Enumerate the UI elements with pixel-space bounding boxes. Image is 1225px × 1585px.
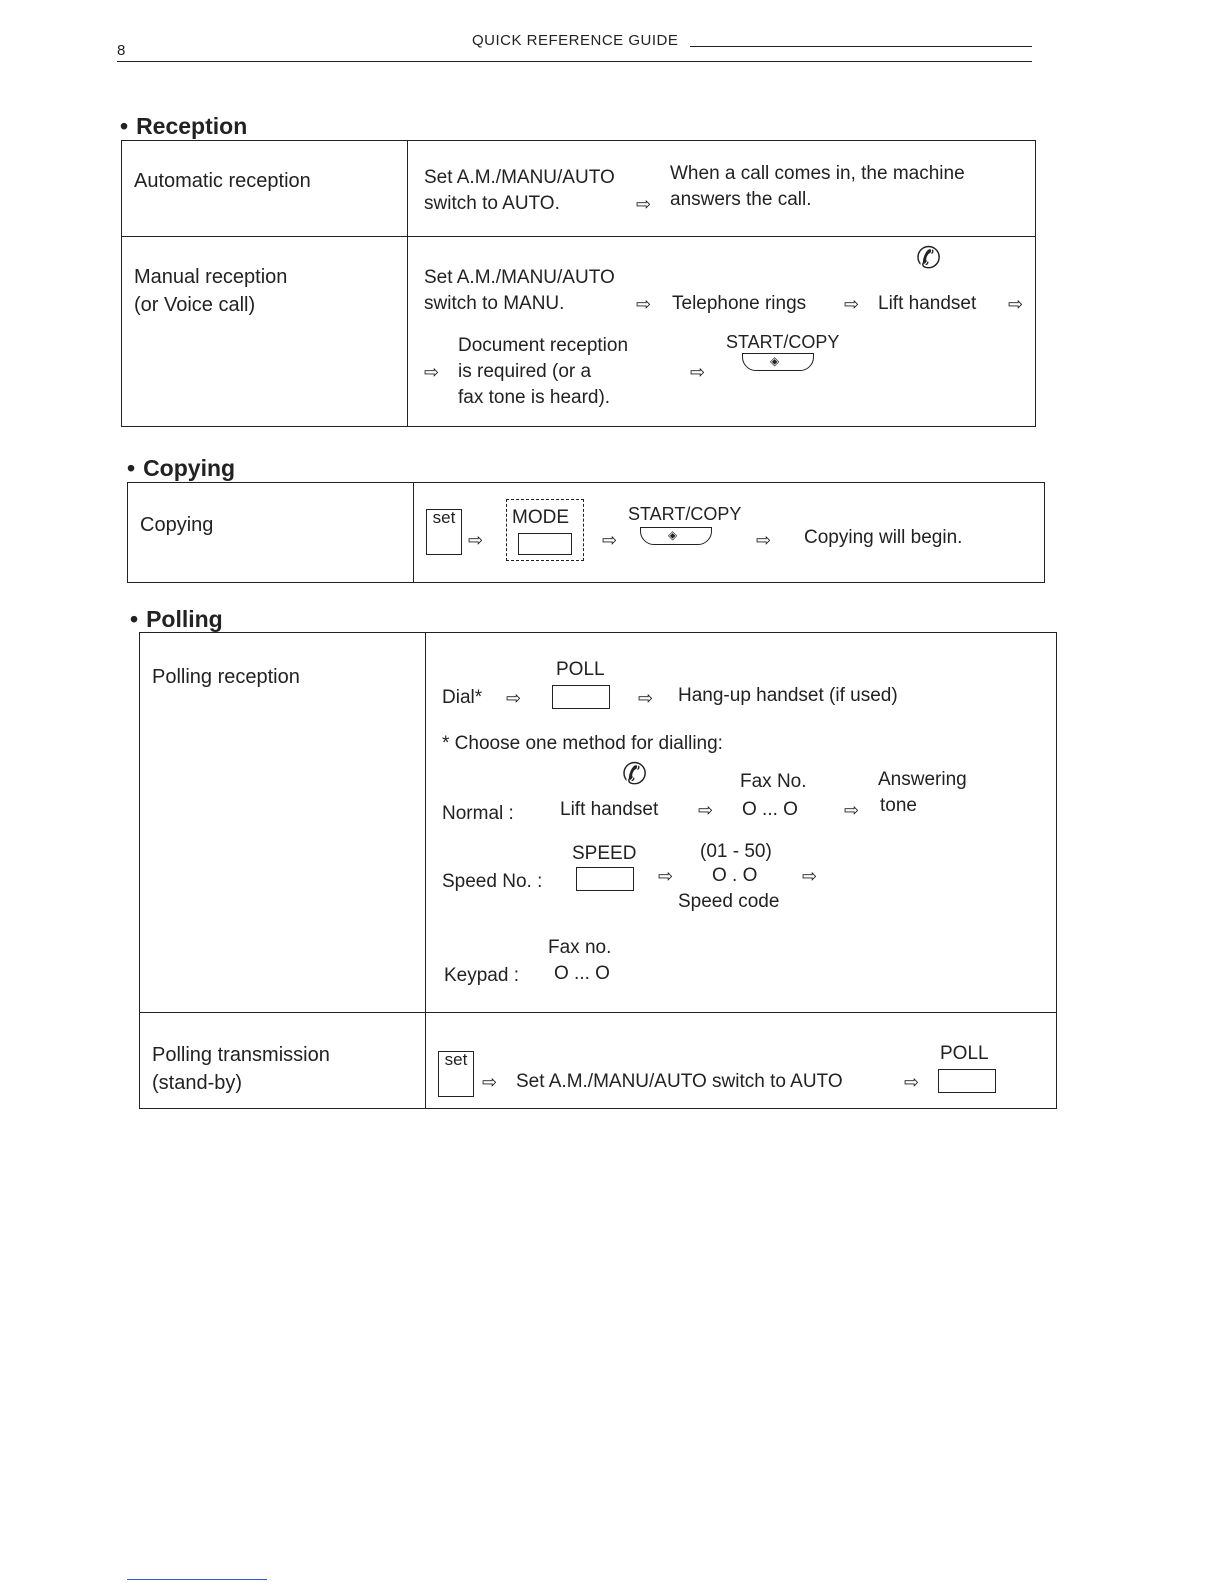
automatic-reception-cell	[408, 141, 1036, 237]
normal-label: Normal :	[442, 803, 514, 824]
transmission-instruction: Set A.M./MANU/AUTO switch to AUTO	[516, 1071, 843, 1092]
handset-icon: ✆	[622, 758, 648, 791]
auto-result-line2: answers the call.	[670, 189, 812, 210]
answering-label: Answering	[878, 769, 967, 790]
poll-key-label: POLL	[556, 659, 605, 680]
keypad-label: Keypad :	[444, 965, 519, 986]
arrow-icon: ⇨	[636, 194, 652, 214]
mode-key-label: MODE	[512, 507, 569, 528]
arrow-icon: ⇨	[506, 688, 522, 708]
auto-result-line1: When a call comes in, the machine	[670, 163, 965, 184]
keypad-digits: O ... O	[554, 963, 610, 984]
manual-reception-label-line2: (or Voice call)	[134, 294, 256, 316]
section-title-reception: • Reception	[120, 113, 247, 140]
section-title-polling: • Polling	[130, 606, 223, 633]
manual-reception-cell	[408, 237, 1036, 427]
automatic-reception-label: Automatic reception	[134, 170, 311, 192]
arrow-icon: ⇨	[802, 866, 818, 886]
start-icon: ◈	[668, 528, 678, 542]
arrow-icon: ⇨	[468, 530, 484, 550]
arrow-icon: ⇨	[698, 800, 714, 820]
start-copy-label: START/COPY	[726, 332, 840, 352]
arrow-icon: ⇨	[602, 530, 618, 550]
set-key-label: set	[432, 508, 456, 527]
arrow-icon: ⇨	[482, 1072, 498, 1092]
choose-method: * Choose one method for dialling:	[442, 733, 723, 754]
arrow-icon: ⇨	[636, 294, 652, 314]
fax-no-label: Fax No.	[740, 771, 807, 792]
title-rule	[690, 46, 1032, 47]
section-title-copying: • Copying	[127, 455, 235, 482]
poll-key	[552, 685, 610, 709]
start-icon: ◈	[770, 354, 780, 368]
polling-reception-label: Polling reception	[152, 666, 300, 688]
lift-handset: Lift handset	[878, 293, 977, 314]
poll-key-label: POLL	[940, 1043, 989, 1064]
arrow-icon: ⇨	[1008, 294, 1024, 314]
auto-set-line1: Set A.M./MANU/AUTO	[424, 167, 615, 188]
polling-transmission-label-line2: (stand-by)	[152, 1072, 243, 1094]
telephone-rings: Telephone rings	[672, 293, 807, 314]
copying-result: Copying will begin.	[804, 527, 963, 548]
copying-label: Copying	[140, 514, 214, 536]
handset-icon: ✆	[916, 242, 942, 275]
doc-line3: fax tone is heard).	[458, 387, 611, 408]
arrow-icon: ⇨	[638, 688, 654, 708]
page-title: QUICK REFERENCE GUIDE	[472, 32, 679, 49]
manual-set-line1: Set A.M./MANU/AUTO	[424, 267, 615, 288]
arrow-icon: ⇨	[658, 866, 674, 886]
polling-reception-cell	[426, 633, 1057, 1013]
copying-table	[127, 482, 1045, 583]
arrow-icon: ⇨	[690, 362, 706, 382]
polling-table	[139, 632, 1057, 1109]
manual-reception-label	[122, 237, 407, 319]
arrow-icon: ⇨	[844, 294, 860, 314]
polling-transmission-label	[140, 1013, 425, 1097]
copying-cell	[414, 483, 1045, 583]
hangup-text: Hang-up handset (if used)	[678, 685, 898, 706]
arrow-icon: ⇨	[904, 1072, 920, 1092]
start-copy-key	[640, 527, 712, 545]
mode-key	[518, 533, 572, 555]
dial-label: Dial*	[442, 687, 483, 708]
speed-label: Speed No. :	[442, 871, 543, 892]
speed-code-label: Speed code	[678, 891, 780, 912]
arrow-icon: ⇨	[424, 362, 440, 382]
speed-key	[576, 867, 634, 891]
speed-key-label: SPEED	[572, 843, 637, 864]
page-number: 8	[117, 42, 126, 59]
polling-transmission-label-line1: Polling transmission	[152, 1044, 330, 1066]
manual-reception-label-line1: Manual reception	[134, 266, 288, 288]
set-key-label: set	[444, 1050, 468, 1069]
reception-table	[121, 140, 1036, 427]
arrow-icon: ⇨	[844, 800, 860, 820]
lift-handset-text: Lift handset	[560, 799, 659, 820]
doc-line2: is required (or a	[458, 361, 592, 382]
set-key	[438, 1051, 474, 1097]
doc-line1: Document reception	[458, 335, 629, 356]
bottom-link-underline	[127, 1579, 267, 1580]
speed-digits: O . O	[712, 865, 758, 886]
start-copy-key	[742, 353, 814, 371]
start-copy-label: START/COPY	[628, 504, 742, 524]
poll-key	[938, 1069, 996, 1093]
tone-label: tone	[880, 795, 917, 816]
auto-set-line2: switch to AUTO.	[424, 193, 560, 214]
keypad-fax-label: Fax no.	[548, 937, 612, 958]
set-key	[426, 509, 462, 555]
polling-transmission-cell	[426, 1013, 1057, 1109]
manual-set-line2: switch to MANU.	[424, 293, 565, 314]
speed-range: (01 - 50)	[700, 841, 772, 862]
header-rule	[117, 61, 1032, 62]
fax-digits: O ... O	[742, 799, 798, 820]
arrow-icon: ⇨	[756, 530, 772, 550]
